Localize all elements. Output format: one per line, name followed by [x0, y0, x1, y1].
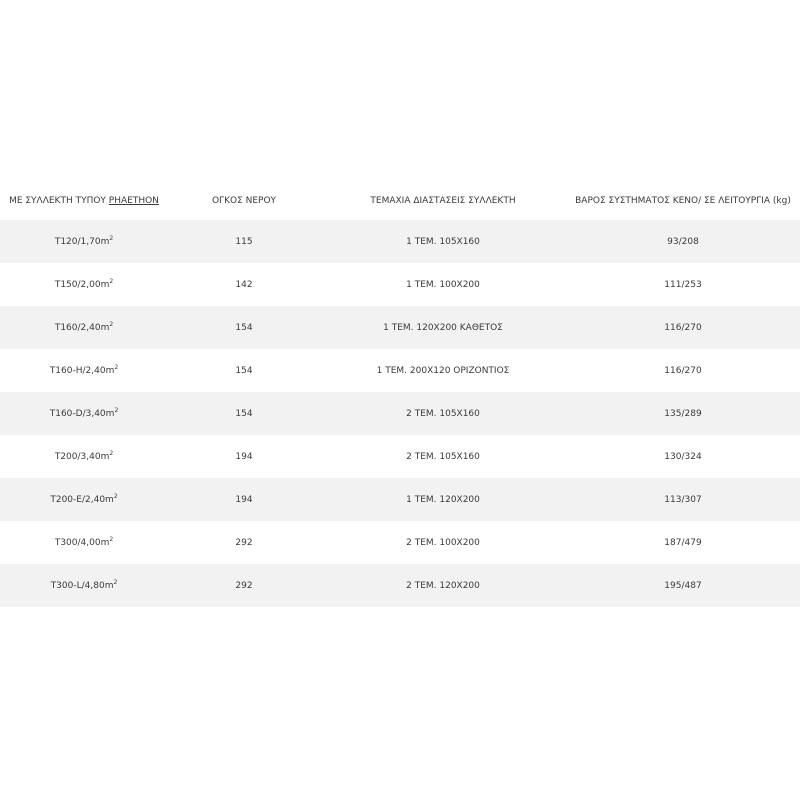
- cell-model: $T200-E/2,40m^2$: [50, 492, 118, 505]
- cell-volume: 292: [235, 537, 253, 548]
- cell-model: $T300/4,00m^2$: [54, 535, 114, 548]
- header-model: [0, 182, 168, 220]
- phaethon-link[interactable]: PHAETHON: [108, 196, 159, 206]
- table-row: [0, 478, 800, 521]
- cell-weight: 187/479: [664, 537, 702, 548]
- cell-collector: 2 ΤΕΜ. 105Χ160: [406, 451, 480, 462]
- cell-collector: 2 ΤΕΜ. 100Χ200: [406, 537, 480, 548]
- cell-collector: 1 ΤΕΜ. 120Χ200 ΚΑΘΕΤΟΣ: [383, 322, 503, 333]
- table-row: [0, 349, 800, 392]
- cell-weight: 195/487: [664, 580, 702, 591]
- cell-volume: 194: [235, 451, 253, 462]
- specifications-table: [0, 182, 800, 607]
- cell-volume: 154: [235, 408, 253, 419]
- table-row: [0, 521, 800, 564]
- cell-model: $T160-H/2,40m^2$: [49, 363, 119, 376]
- cell-weight: 135/289: [664, 408, 702, 419]
- header-model-prefix: ΜΕ ΣΥΛΛΕΚΤΗ ΤΥΠΟΥ: [9, 196, 109, 206]
- table-header: [0, 182, 800, 220]
- cell-model: $T200/3,40m^2$: [54, 449, 114, 462]
- cell-collector: 2 ΤΕΜ. 120Χ200: [406, 580, 480, 591]
- cell-weight: 130/324: [664, 451, 702, 462]
- cell-volume: 194: [235, 494, 253, 505]
- table-row: [0, 306, 800, 349]
- cell-model: $T160/2,40m^2$: [54, 320, 114, 333]
- header-collector: ΤΕΜΑΧΙΑ ΔΙΑΣΤΑΣΕΙΣ ΣΥΛΛΕΚΤΗ: [370, 196, 516, 206]
- cell-model: $T150/2,00m^2$: [54, 277, 114, 290]
- cell-collector: 1 ΤΕΜ. 105Χ160: [406, 236, 480, 247]
- header-row: [0, 182, 800, 220]
- cell-model: $T300-L/4,80m^2$: [50, 578, 118, 591]
- cell-weight: 93/208: [667, 236, 699, 247]
- cell-weight: 116/270: [664, 322, 702, 333]
- table-row: [0, 220, 800, 263]
- table-row: [0, 392, 800, 435]
- cell-volume: 115: [235, 236, 253, 247]
- cell-model: $T160-D/3,40m^2$: [49, 406, 119, 419]
- header-volume: ΟΓΚΟΣ ΝΕΡΟΥ: [211, 196, 277, 206]
- table-row: [0, 564, 800, 607]
- cell-volume: 154: [235, 365, 253, 376]
- cell-weight: 116/270: [664, 365, 702, 376]
- cell-volume: 292: [235, 580, 253, 591]
- table-row: [0, 435, 800, 478]
- cell-model: $T120/1,70m^2$: [54, 234, 114, 247]
- header-weight: ΒΑΡΟΣ ΣΥΣΤΗΜΑΤΟΣ ΚΕΝΟ/ ΣΕ ΛΕΙΤΟΥΡΓΙΑ (kg): [575, 196, 791, 206]
- cell-collector: 2 ΤΕΜ. 105Χ160: [406, 408, 480, 419]
- table-row: [0, 263, 800, 306]
- cell-volume: 154: [235, 322, 253, 333]
- cell-volume: 142: [235, 279, 253, 290]
- cell-collector: 1 ΤΕΜ. 200Χ120 ΟΡΙΖΟΝΤΙΟΣ: [376, 365, 510, 376]
- cell-weight: 111/253: [664, 279, 702, 290]
- table-body: [0, 220, 800, 607]
- cell-collector: 1 ΤΕΜ. 120Χ200: [406, 494, 480, 505]
- cell-collector: 1 ΤΕΜ. 100Χ200: [406, 279, 480, 290]
- cell-weight: 113/307: [664, 494, 702, 505]
